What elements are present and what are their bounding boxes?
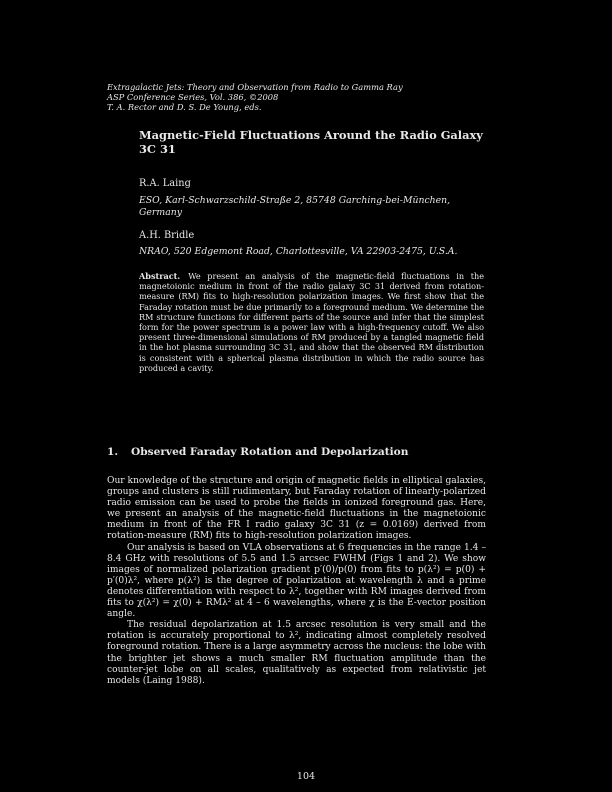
paragraph: Our knowledge of the structure and origin of magnetic fields in elliptical galaxies, groups and clusters is still rudimentary, but Faraday rotation of linearly-polarized radio emission can be used to probe the fields in ionized foreground gas. Here, we present an analysis of the magnetic-field fluctuations in the magnetoionic medium in front of the FR I radio galaxy 3C 31 (z = 0.0169) derived from rotation-measure (RM) fits to high-resolution polarization images. bbox=[107, 476, 486, 542]
conference-series: ASP Conference Series, Vol. 386, ©2008 bbox=[107, 92, 279, 103]
abstract bbox=[139, 271, 484, 373]
page-number: 104 bbox=[296, 771, 316, 782]
section-heading bbox=[107, 446, 408, 458]
author-name: A.H. Bridle bbox=[139, 230, 195, 241]
paper-title-line-1: Magnetic-Field Fluctuations Around the Radio Galaxy bbox=[139, 128, 483, 142]
paper-title bbox=[139, 128, 499, 156]
conference-header bbox=[107, 82, 487, 113]
conference-editors: T. A. Rector and D. S. De Young, eds. bbox=[107, 102, 262, 113]
author-name: R.A. Laing bbox=[139, 178, 191, 189]
paper-title-line-2: 3C 31 bbox=[139, 142, 176, 156]
paragraph: The residual depolarization at 1.5 arcsec resolution is very small and the rotation is accurately proportional to λ², indicating almost completely resolved foreground rotation. There is a large asymmetry across the nucleus: the lobe with the brighter jet shows a much smaller RM fluctuation amplitude than the counter-jet lobe on all scales, qualitatively as expected from relativistic jet models (Laing 1988). bbox=[107, 620, 486, 686]
paragraph: Our analysis is based on VLA observations at 6 frequencies in the range 1.4 – 8.4 GHz with resolutions of 5.5 and 1.5 arcsec FWHM (Figs 1 and 2). We show images of normalized polarization gradient p′(0)/p(0) from fits to p(λ²) = p(0) + p′(0)λ², where p(λ²) is the degree of polarization at wavelength λ and a prime denotes differentiation with respect to λ², together with RM images derived from fits to χ(λ²) = χ(0) + RMλ² at 4 – 6 wavelengths, where χ is the E-vector position angle. bbox=[107, 542, 486, 620]
section-title: Observed Faraday Rotation and Depolarization bbox=[131, 446, 409, 458]
abstract-label: Abstract. bbox=[139, 271, 181, 281]
author-affiliation: ESO, Karl-Schwarzschild-Straße 2, 85748 Garching-bei-München, Germany bbox=[139, 195, 451, 219]
abstract-text: We present an analysis of the magnetic-field fluctuations in the magnetoionic medium in front of the radio galaxy 3C 31 derived from rotation-measure (RM) fits to high-resolution polarization images. We first show that the Faraday rotation must be due primarily to a foreground medium. We determine the RM structure functions for different parts of the source and infer that the simplest form for the power spectrum is a power law with a high-frequency cutoff. We also present three-dimensional simulations of RM produced by a tangled magnetic field in the hot plasma surrounding 3C 31, and show that the observed RM distribution is consistent with a spherical plasma distribution in which the radio source has produced a cavity. bbox=[139, 271, 484, 373]
author-affiliation: NRAO, 520 Edgemont Road, Charlottesville, VA 22903-2475, U.S.A. bbox=[139, 246, 458, 257]
body-text bbox=[107, 476, 486, 687]
section-number: 1. bbox=[107, 446, 119, 458]
conference-title: Extragalactic Jets: Theory and Observation from Radio to Gamma Ray bbox=[107, 82, 403, 92]
